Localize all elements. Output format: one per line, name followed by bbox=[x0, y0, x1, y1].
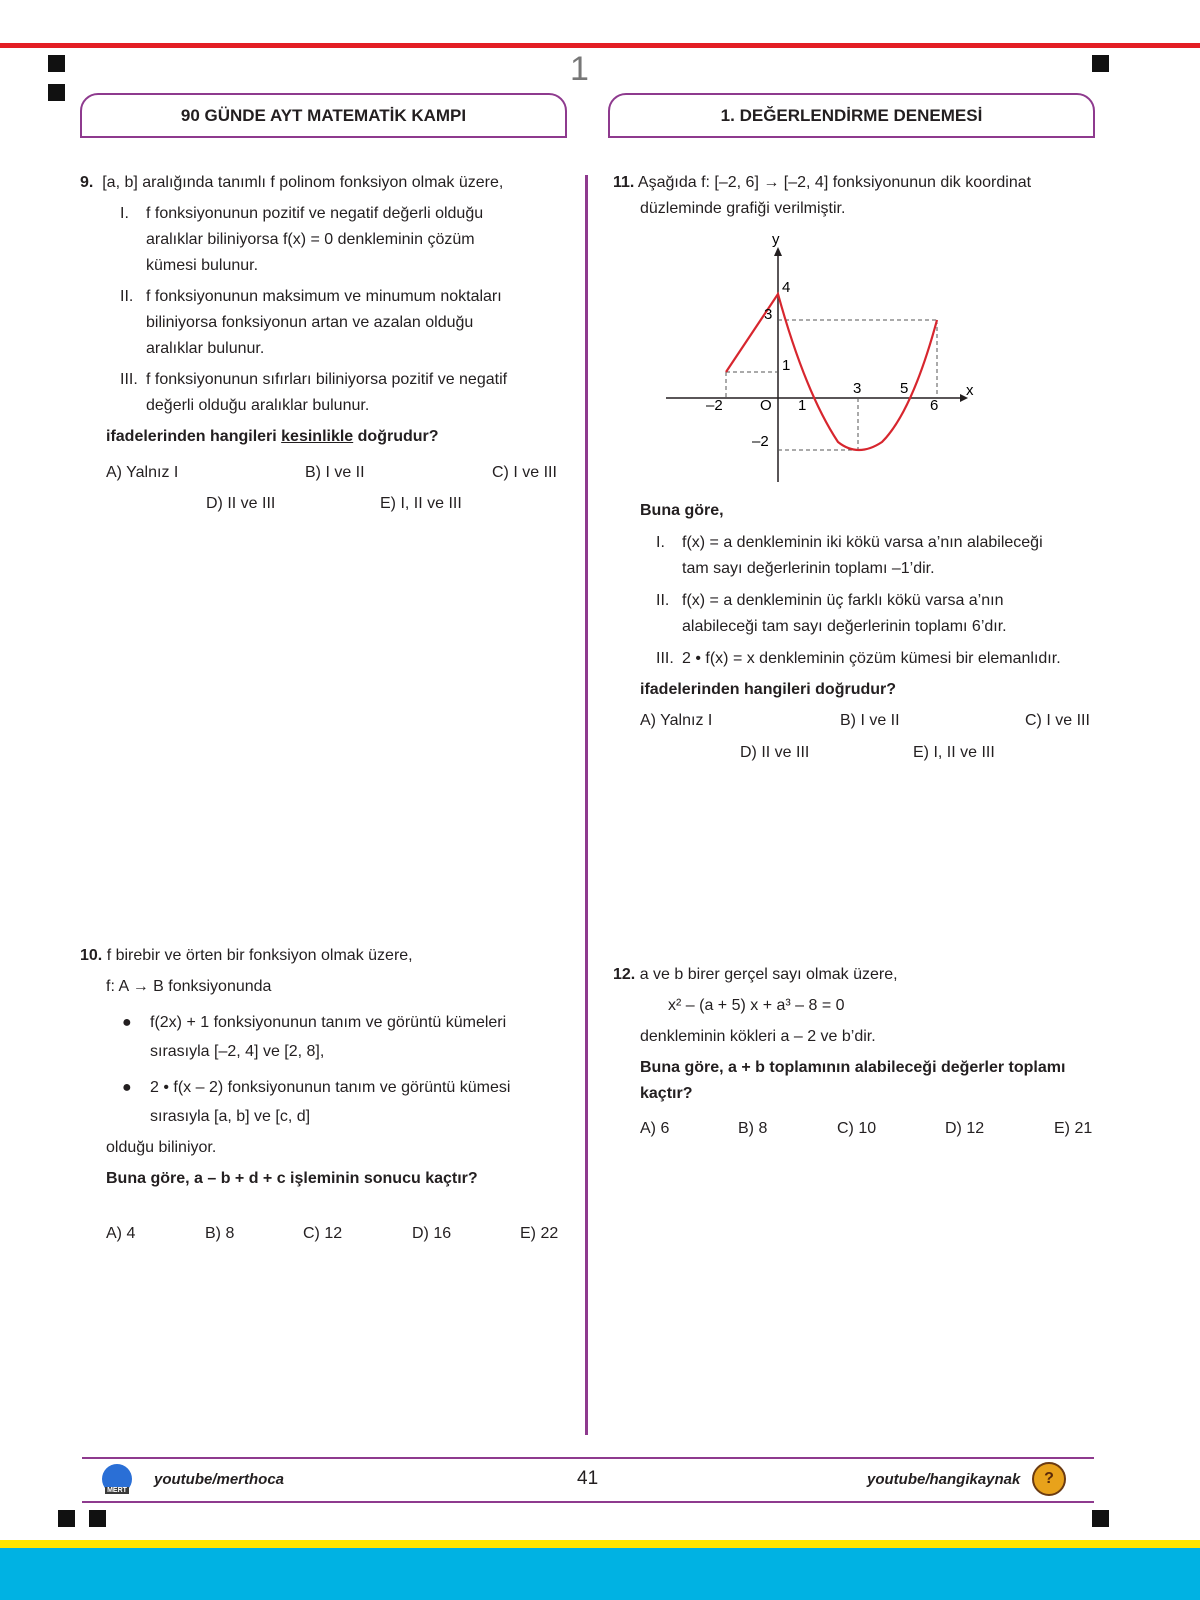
statement-item bbox=[120, 284, 570, 362]
question-prompt: Buna göre, a + b toplamının alabileceği değerler toplamı bbox=[640, 1059, 1066, 1076]
statement-line: kümesi bulunur. bbox=[146, 257, 259, 274]
right-channel-link[interactable]: youtube/hangikaynak bbox=[867, 1471, 1021, 1488]
header-left-title: 90 GÜNDE AYT MATEMATİK KAMPI bbox=[180, 105, 467, 125]
question-stem: f birebir ve örten bir fonksiyon olmak üzere, bbox=[106, 947, 413, 964]
roman-numeral: I. bbox=[656, 534, 665, 551]
merthoca-logo bbox=[102, 1464, 132, 1494]
statement-line: değerli olduğu aralıklar bulunur. bbox=[146, 397, 370, 414]
question-prompt bbox=[106, 424, 570, 450]
roman-numeral: III. bbox=[120, 371, 138, 388]
question-line: olduğu biliniyor. bbox=[106, 1139, 217, 1156]
option-b[interactable]: B) 8 bbox=[205, 1225, 235, 1242]
footer-line-bottom bbox=[82, 1501, 1094, 1503]
question-line: denkleminin kökleri a – 2 ve b’dir. bbox=[640, 1028, 876, 1045]
statement-line: f(x) = a denkleminin iki kökü varsa a’nın alabileceği bbox=[682, 534, 1043, 551]
statement-item bbox=[120, 201, 570, 279]
option-a[interactable]: A) 6 bbox=[640, 1120, 670, 1137]
corner-square bbox=[89, 1510, 106, 1527]
bottom-yellow-band bbox=[0, 1540, 1200, 1548]
y-axis-arrow bbox=[774, 247, 782, 256]
question-9 bbox=[80, 170, 570, 450]
tick-label: 1 bbox=[782, 357, 791, 374]
statement-line: biliniyorsa fonksiyonun artan ve azalan olduğu bbox=[146, 314, 474, 331]
question-prompt: kaçtır? bbox=[640, 1085, 693, 1102]
option-b[interactable]: B) 8 bbox=[738, 1120, 768, 1137]
option-a[interactable]: A) Yalnız I bbox=[640, 712, 713, 729]
option-d[interactable]: D) II ve III bbox=[206, 495, 276, 512]
roman-numeral: I. bbox=[120, 205, 129, 222]
question-prompt: ifadelerinden hangileri doğrudur? bbox=[640, 681, 897, 698]
statement-line: f(x) = a denkleminin üç farklı kökü varsa a’nın bbox=[682, 592, 1004, 609]
statement-line: tam sayı değerlerinin toplamı –1’dir. bbox=[682, 560, 935, 577]
header-right-title: 1. DEĞERLENDİRME DENEMESİ bbox=[720, 105, 983, 125]
bullet-item bbox=[122, 1075, 570, 1130]
statement-item bbox=[656, 588, 1110, 640]
logo-text: MERT bbox=[107, 1487, 127, 1494]
question-stem: Aşağıda f: [–2, 6] → [–2, 4] fonksiyonunun dik koordinat bbox=[637, 174, 1032, 191]
statement-line: f fonksiyonunun pozitif ve negatif değerli olduğu bbox=[146, 205, 484, 222]
question-prompt: Buna göre, a – b + d + c işleminin sonucu kaçtır? bbox=[106, 1170, 478, 1187]
bullet-line: 2 • f(x – 2) fonksiyonunun tanım ve görüntü kümesi bbox=[150, 1079, 511, 1096]
question-stem: a ve b birer gerçel sayı olmak üzere, bbox=[639, 966, 898, 983]
roman-numeral: III. bbox=[656, 650, 674, 667]
footer-line-top bbox=[82, 1457, 1094, 1459]
bullet-line: f(2x) + 1 fonksiyonunun tanım ve görüntü kümeleri bbox=[150, 1014, 507, 1031]
option-e[interactable]: E) 21 bbox=[1054, 1120, 1093, 1137]
prompt-text: ifadelerinden hangileri bbox=[106, 428, 282, 445]
corner-square bbox=[48, 84, 65, 101]
prompt-underlined: kesinlikle bbox=[281, 428, 354, 445]
bullet-line: sırasıyla [a, b] ve [c, d] bbox=[150, 1108, 311, 1125]
bottom-blue-band bbox=[0, 1548, 1200, 1600]
question-line: Buna göre, bbox=[640, 502, 724, 519]
option-c[interactable]: C) I ve III bbox=[1025, 712, 1090, 729]
question-line: düzleminde grafiği verilmiştir. bbox=[640, 200, 846, 217]
corner-square bbox=[1092, 55, 1109, 72]
question-stem: [a, b] aralığında tanımlı f polinom fonksiyon olmak üzere, bbox=[102, 174, 504, 191]
option-e[interactable]: E) I, II ve III bbox=[380, 495, 462, 512]
bullet-icon: ● bbox=[122, 1014, 132, 1031]
option-d[interactable]: D) II ve III bbox=[740, 744, 810, 761]
hangikaynak-logo bbox=[1032, 1462, 1066, 1496]
corner-square bbox=[48, 55, 65, 72]
question-12 bbox=[613, 962, 1103, 1107]
bullet-line: sırasıyla [–2, 4] ve [2, 8], bbox=[150, 1043, 325, 1060]
left-channel-link[interactable]: youtube/merthoca bbox=[154, 1471, 285, 1488]
header-right-box bbox=[608, 93, 1095, 138]
question-number: 9. bbox=[80, 174, 94, 191]
top-red-line bbox=[0, 43, 1200, 48]
top-page-number: 1 bbox=[570, 50, 589, 88]
page-number: 41 bbox=[577, 1468, 599, 1489]
statement-line: aralıklar bulunur. bbox=[146, 340, 265, 357]
corner-square bbox=[1092, 1510, 1109, 1527]
roman-numeral: II. bbox=[656, 592, 670, 609]
question-11 bbox=[613, 170, 1103, 222]
tick-label: –2 bbox=[706, 397, 723, 414]
option-a[interactable]: A) Yalnız I bbox=[106, 464, 179, 481]
function-graph bbox=[660, 232, 980, 487]
question-number: 10. bbox=[80, 947, 103, 964]
option-c[interactable]: C) I ve III bbox=[492, 464, 557, 481]
option-b[interactable]: B) I ve II bbox=[305, 464, 365, 481]
option-c[interactable]: C) 10 bbox=[837, 1120, 877, 1137]
statement-item bbox=[656, 646, 1110, 672]
statement-item bbox=[120, 367, 570, 419]
statement-item bbox=[656, 530, 1110, 582]
question-10 bbox=[80, 943, 570, 1192]
tick-label: 3 bbox=[853, 380, 862, 397]
origin-label: O bbox=[760, 397, 772, 414]
statement-line: aralıklar biliniyorsa f(x) = 0 denkleminin çözüm bbox=[146, 231, 475, 248]
statement-line: f fonksiyonunun sıfırları biliniyorsa pozitif ve negatif bbox=[146, 371, 508, 388]
y-axis-label: y bbox=[772, 232, 780, 248]
logo-text: ? bbox=[1044, 1470, 1054, 1487]
tick-label: 3 bbox=[764, 306, 773, 323]
tick-label: 5 bbox=[900, 380, 909, 397]
question-line: f: A → B fonksiyonunda bbox=[106, 978, 272, 995]
option-e[interactable]: E) I, II ve III bbox=[913, 744, 995, 761]
option-e[interactable]: E) 22 bbox=[520, 1225, 559, 1242]
tick-label: 4 bbox=[782, 279, 791, 296]
column-divider bbox=[585, 175, 588, 1435]
bullet-icon: ● bbox=[122, 1079, 132, 1096]
question-11-statements bbox=[640, 498, 1110, 703]
x-axis-label: x bbox=[966, 382, 974, 399]
question-number: 11. bbox=[613, 174, 635, 191]
roman-numeral: II. bbox=[120, 288, 134, 305]
header-left-box bbox=[80, 93, 567, 138]
statement-line: f fonksiyonunun maksimum ve minumum noktaları bbox=[146, 288, 502, 305]
option-c[interactable]: C) 12 bbox=[303, 1225, 343, 1242]
statement-line: 2 • f(x) = x denkleminin çözüm kümesi bir elemanlıdır. bbox=[682, 650, 1061, 667]
tick-label: 1 bbox=[798, 397, 807, 414]
tick-label: 6 bbox=[930, 397, 939, 414]
option-d[interactable]: D) 12 bbox=[945, 1120, 985, 1137]
statement-line: alabileceği tam sayı değerlerinin toplamı 6’dır. bbox=[682, 618, 1007, 635]
option-a[interactable]: A) 4 bbox=[106, 1225, 136, 1242]
equation: x² – (a + 5) x + a³ – 8 = 0 bbox=[668, 997, 845, 1014]
bullet-item bbox=[122, 1010, 570, 1065]
corner-square bbox=[58, 1510, 75, 1527]
tick-label: –2 bbox=[752, 433, 769, 450]
question-number: 12. bbox=[613, 966, 636, 983]
option-b[interactable]: B) I ve II bbox=[840, 712, 900, 729]
prompt-text: doğrudur? bbox=[353, 428, 439, 445]
option-d[interactable]: D) 16 bbox=[412, 1225, 452, 1242]
